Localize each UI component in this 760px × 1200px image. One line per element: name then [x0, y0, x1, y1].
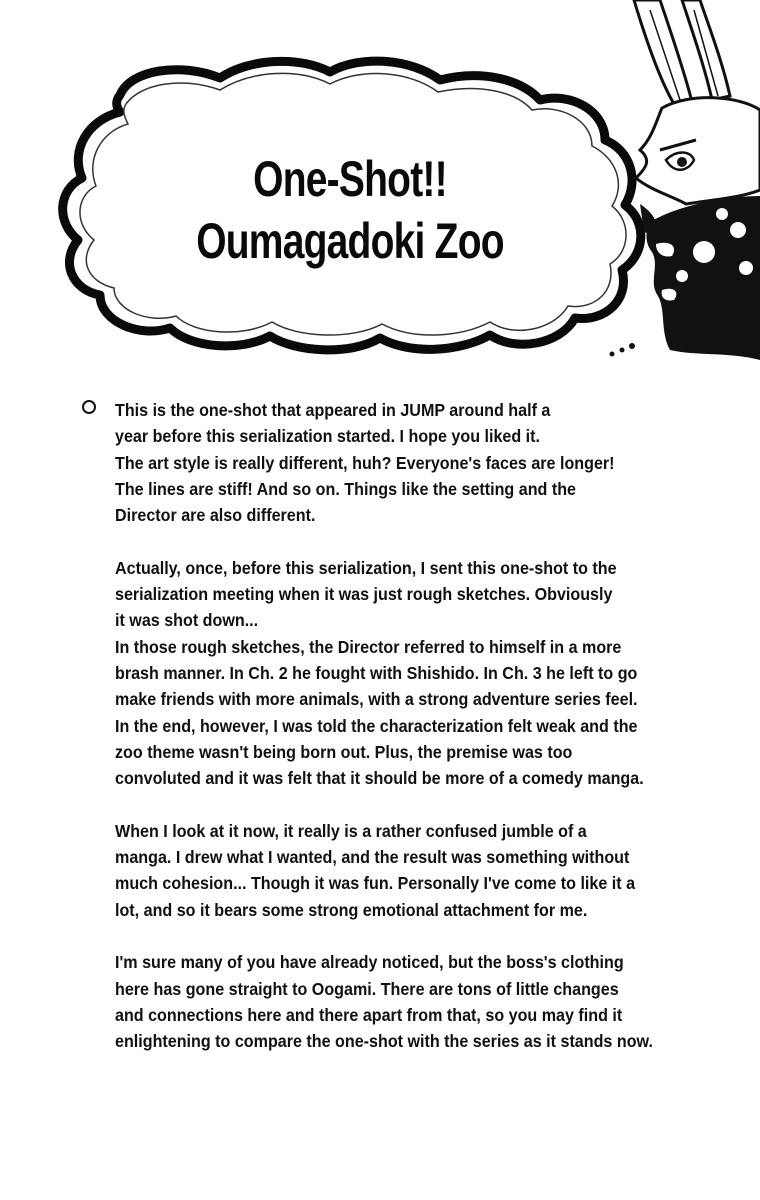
page-title	[194, 148, 506, 272]
rabbit-character-icon	[600, 0, 760, 370]
title-line-2: Oumagadoki Zoo	[196, 213, 504, 269]
text-line: zoo theme wasn't being born out. Plus, the premise was too	[115, 741, 573, 762]
text-line: This is the one-shot that appeared in JUMP around half a	[115, 400, 551, 420]
paragraph-2	[115, 555, 704, 792]
text-line: enlightening to compare the one-shot with the series as it stands now.	[115, 1031, 653, 1052]
commentary-body	[115, 397, 704, 1081]
text-line: The lines are stiff! And so on. Things like the setting and the	[115, 478, 576, 499]
text-line: manga. I drew what I wanted, and the result was something without	[115, 847, 630, 868]
text-line: The art style is really different, huh? Everyone's faces are longer!	[115, 452, 615, 473]
text-line: I'm sure many of you have already noticed, but the boss's clothing	[115, 952, 624, 973]
text-line: In the end, however, I was told the characterization felt weak and the	[115, 715, 638, 736]
text-line: here has gone straight to Oogami. There are tons of little changes	[115, 978, 619, 999]
text-line: and connections here and there apart from that, so you may find it	[115, 1004, 623, 1025]
text-line: In those rough sketches, the Director referred to himself in a more	[115, 636, 622, 657]
text-line: make friends with more animals, with a strong adventure series feel.	[115, 689, 638, 710]
text-line: brash manner. In Ch. 2 he fought with Shishido. In Ch. 3 he left to go	[115, 662, 638, 683]
paragraph-3	[115, 818, 704, 923]
text-line: year before this serialization started. I hope you liked it.	[115, 426, 540, 447]
title-line-1: One-Shot!!	[253, 151, 447, 207]
text-line: When I look at it now, it really is a rather confused jumble of a	[115, 820, 587, 841]
bullet-circle-icon	[82, 400, 96, 414]
text-line: it was shot down...	[115, 610, 259, 631]
text-line: much cohesion... Though it was fun. Personally I've come to like it a	[115, 873, 636, 894]
text-line: convoluted and it was felt that it should be more of a comedy manga.	[115, 768, 644, 789]
thought-bubble-header	[0, 0, 760, 380]
text-line: serialization meeting when it was just rough sketches. Obviously	[115, 584, 613, 605]
text-line: lot, and so it bears some strong emotional attachment for me.	[115, 899, 588, 920]
paragraph-4	[115, 949, 704, 1054]
text-line: Director are also different.	[115, 505, 316, 526]
paragraph-1	[115, 397, 704, 528]
text-line: Actually, once, before this serialization, I sent this one-shot to the	[115, 557, 617, 578]
